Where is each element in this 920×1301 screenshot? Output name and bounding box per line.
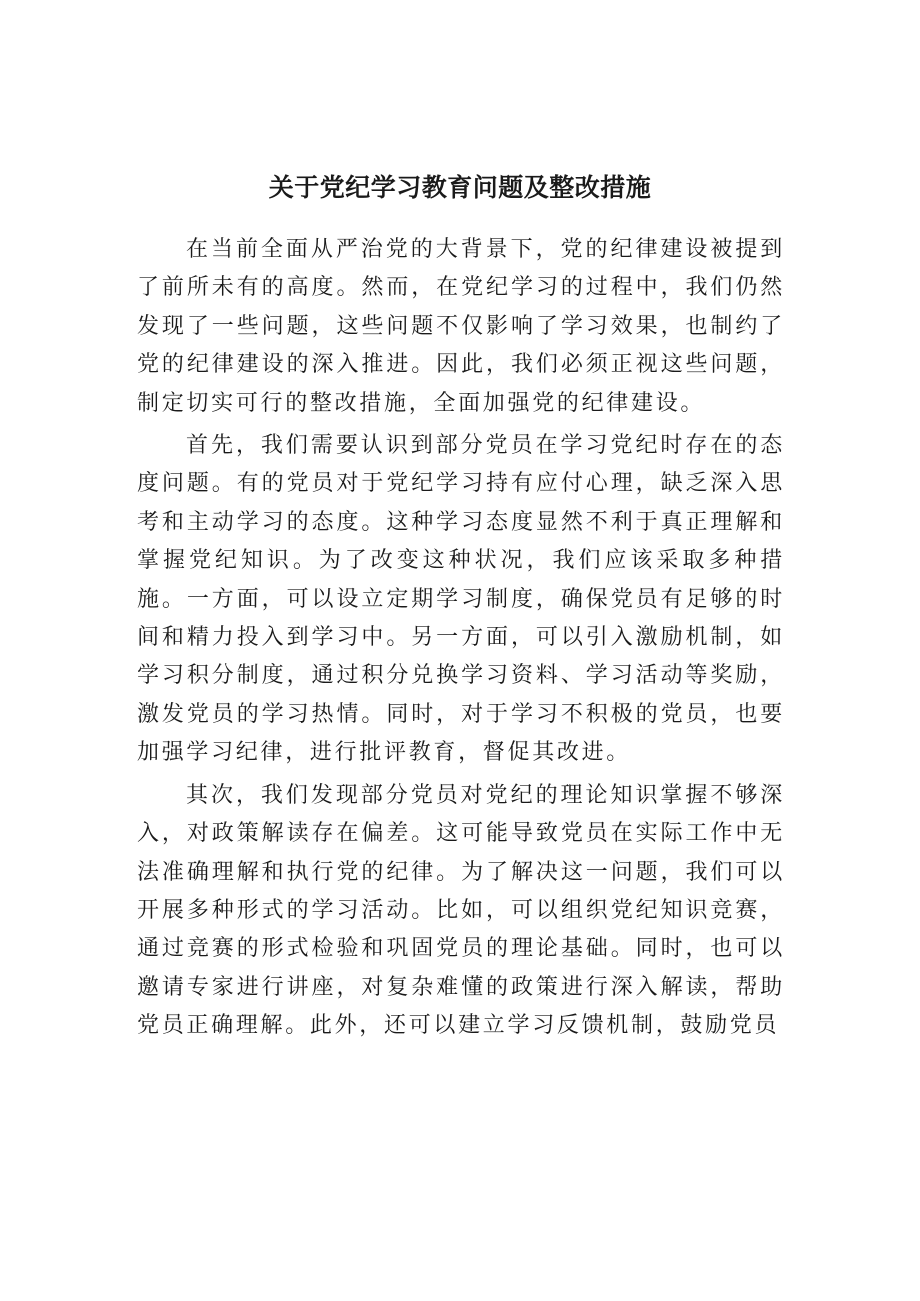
paragraph-second-point: 其次，我们发现部分党员对党纪的理论知识掌握不够深入，对政策解读存在偏差。这可能导致党员在实际工作中无法准确理解和执行党的纪律。为了解决这一问题，我们可以开展多种形式的学习活动。比如，可以组织党纪知识竞赛，通过竞赛的形式检验和巩固党员的理论基础。同时，也可以邀请专家进行讲座，对复杂难懂的政策进行深入解读，帮助党员正确理解。此外，还可以建立学习反馈机制，鼓励党员: [137, 782, 785, 1039]
paragraph-intro: 在当前全面从严治党的大背景下，党的纪律建设被提到了前所未有的高度。然而，在党纪学习的过程中，我们仍然发现了一些问题，这些问题不仅影响了学习效果，也制约了党的纪律建设的深入推进。因此，我们必须正视这些问题，制定切实可行的整改措施，全面加强党的纪律建设。: [137, 237, 785, 416]
document-title: 关于党纪学习教育问题及整改措施: [268, 173, 652, 202]
paragraph-first-point: 首先，我们需要认识到部分党员在学习党纪时存在的态度问题。有的党员对于党纪学习持有应付心理，缺乏深入思考和主动学习的态度。这种学习态度显然不利于真正理解和掌握党纪知识。为了改变这种状况，我们应该采取多种措施。一方面，可以设立定期学习制度，确保党员有足够的时间和精力投入到学习中。另一方面，可以引入激励机制，如学习积分制度，通过积分兑换学习资料、学习活动等奖励，激发党员的学习热情。同时，对于学习不积极的党员，也要加强学习纪律，进行批评教育，督促其改进。: [137, 433, 785, 766]
document-body: [137, 226, 785, 1046]
